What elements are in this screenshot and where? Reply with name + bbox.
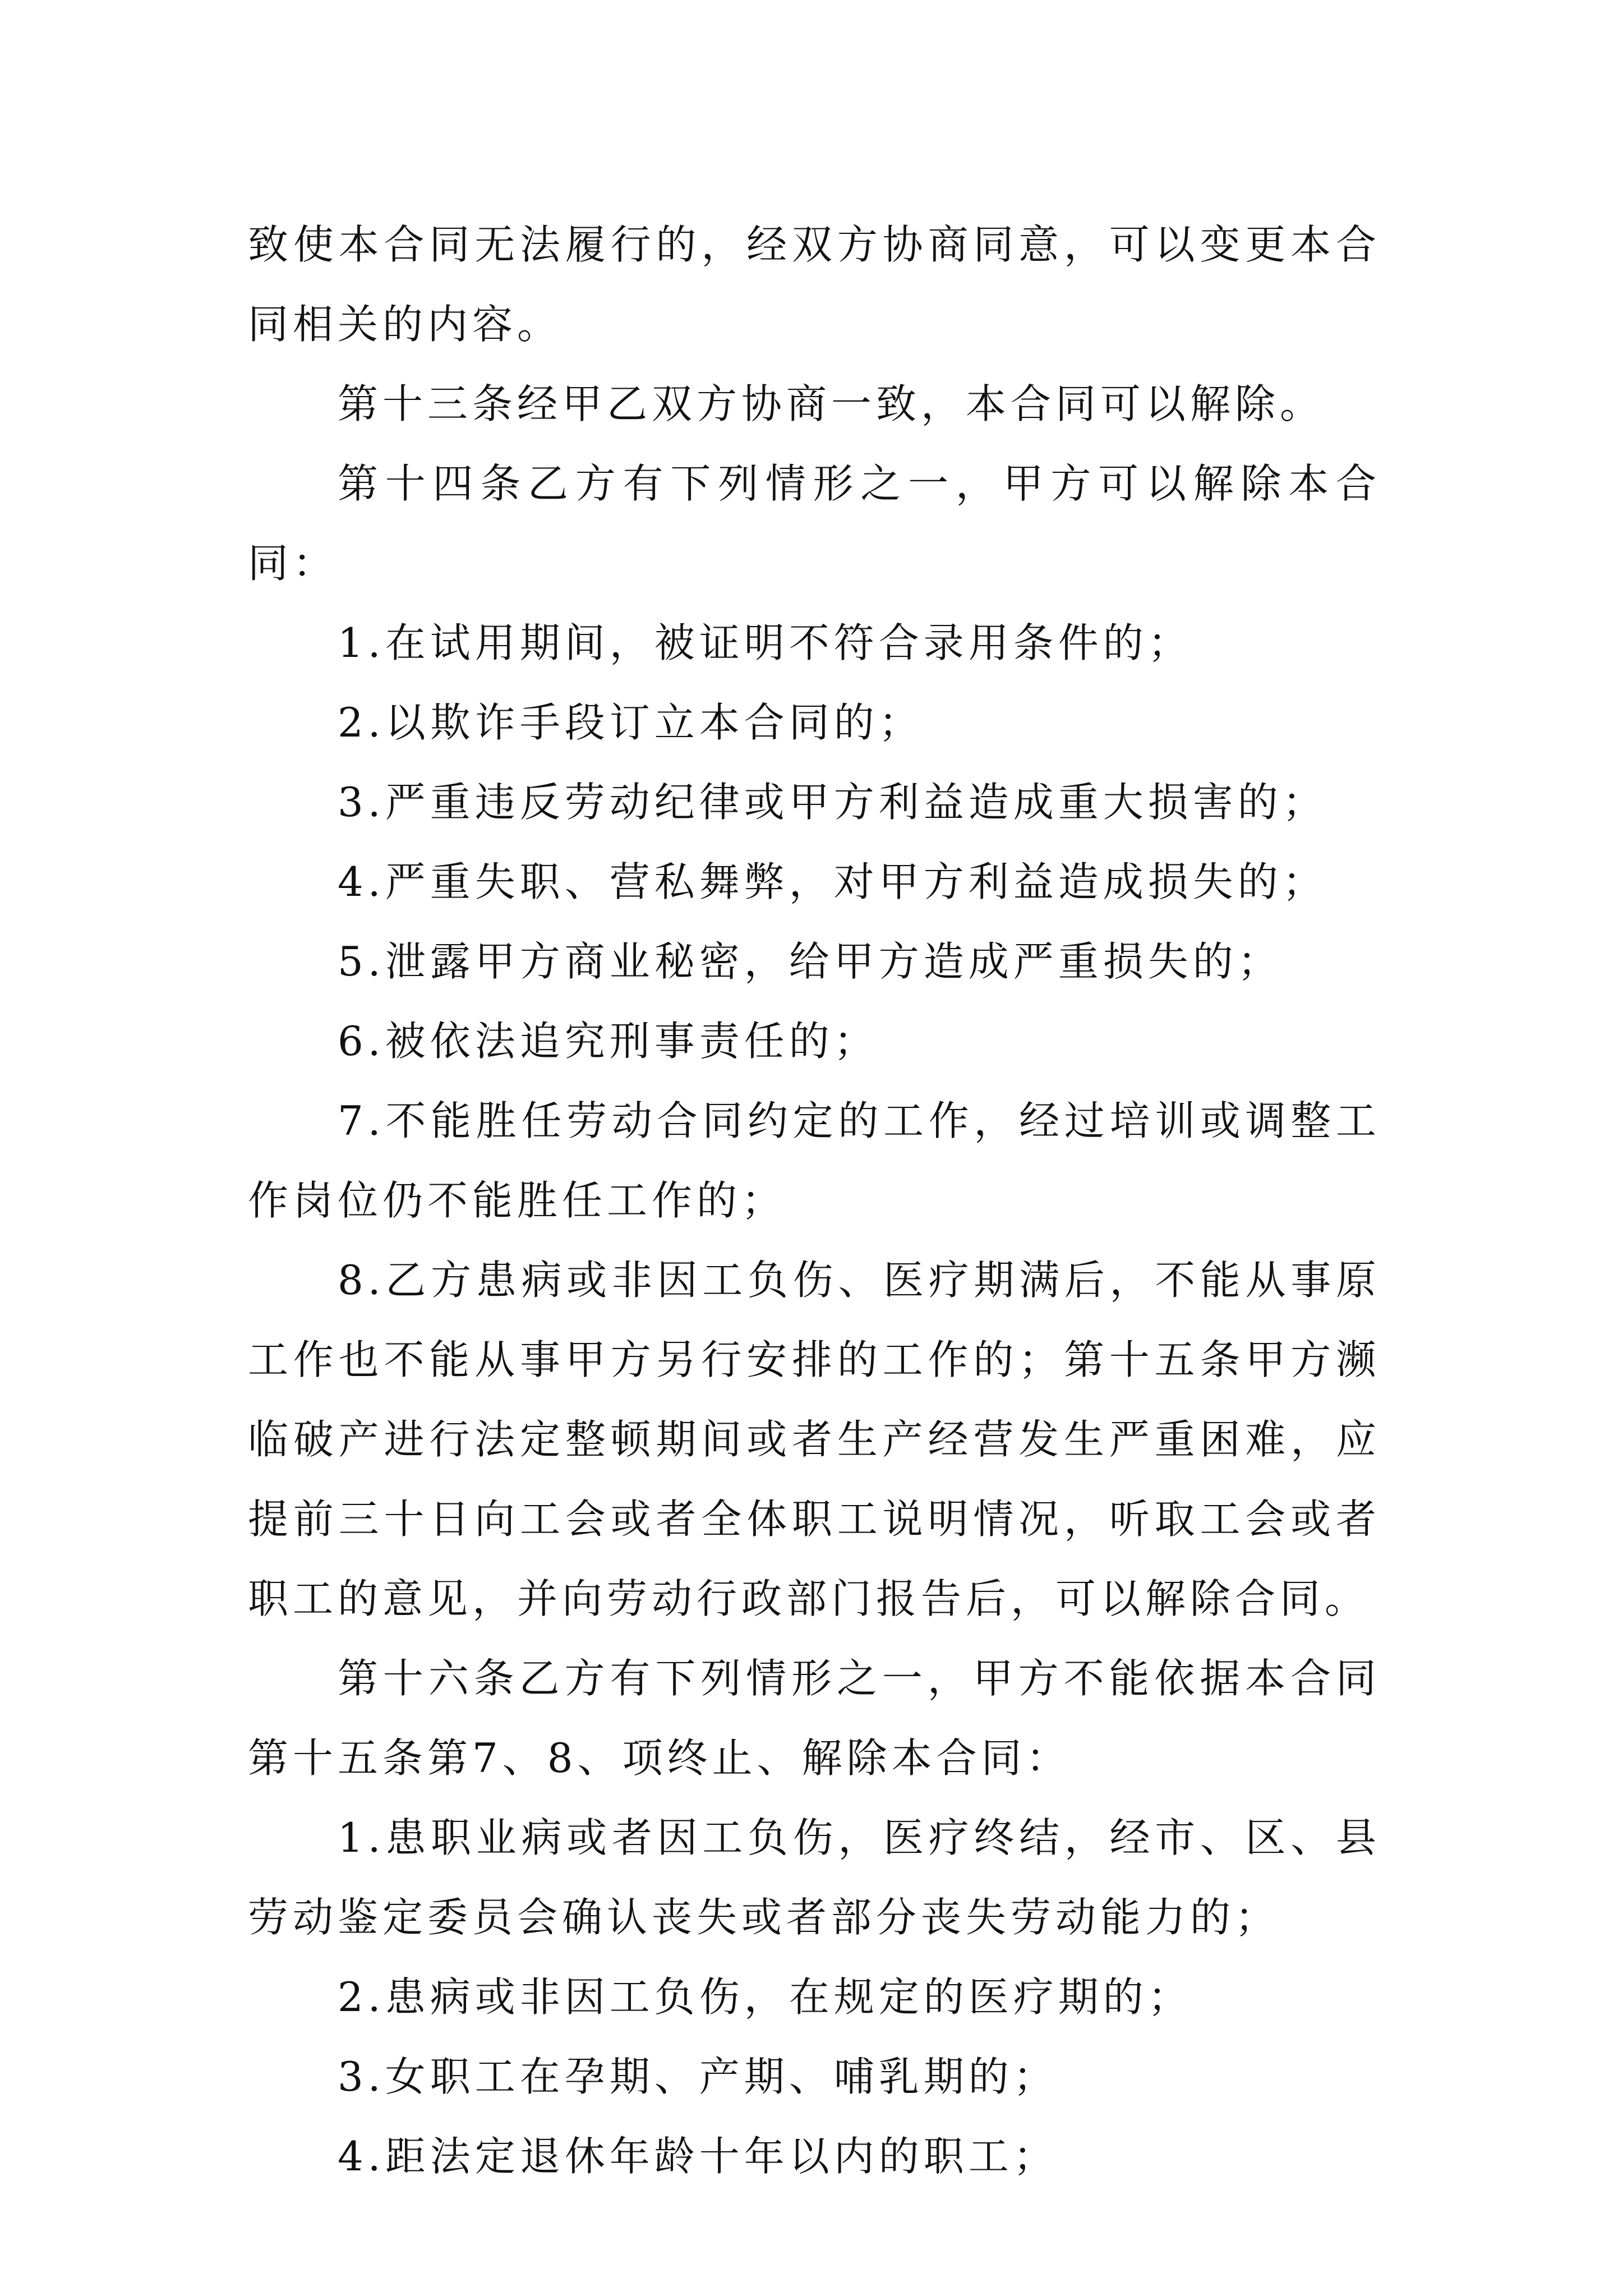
list-item-14-6: 6.被依法追究刑事责任的； xyxy=(338,1018,879,1065)
list-item-14-4: 4.严重失职、营私舞弊，对甲方利益造成损失的； xyxy=(338,858,1327,905)
paragraph-article-13: 第十三条经甲乙双方协商一致，本合同可以解除。 xyxy=(338,380,1325,427)
list-item-14-1: 1.在试用期间，被证明不符合录用条件的； xyxy=(338,619,1193,666)
list-item-16-1: 1.患职业病或者因工负伤，医疗终结，经市、区、县劳动鉴定委员会确认丧失或者部分丧失劳动能力的； xyxy=(248,1814,1381,1941)
list-item-14-8-and-article-15: 8.乙方患病或非因工负伤、医疗期满后，不能从事原工作也不能从事甲方另行安排的工作的；第十五条甲方濒临破产进行法定整顿期间或者生产经营发生严重困难，应提前三十日向工会或者全体职工说明情况，听取工会或者职工的意见，并向劳动行政部门报告后，可以解除合同。 xyxy=(248,1257,1381,1622)
paragraph-article-14: 第十四条乙方有下列情形之一，甲方可以解除本合同： xyxy=(248,460,1381,587)
list-item-14-7: 7.不能胜任劳动合同约定的工作，经过培训或调整工作岗位仍不能胜任工作的； xyxy=(248,1097,1381,1224)
list-item-14-3: 3.严重违反劳动纪律或甲方利益造成重大损害的； xyxy=(338,779,1327,826)
list-item-16-2: 2.患病或非因工负伤，在规定的医疗期的； xyxy=(338,1973,1193,2021)
list-item-16-4: 4.距法定退休年龄十年以内的职工； xyxy=(338,2133,1058,2180)
document-body xyxy=(248,205,1381,2196)
list-item-14-2: 2.以欺诈手段订立本合同的； xyxy=(338,699,924,746)
paragraph-article-16: 第十六条乙方有下列情形之一，甲方不能依据本合同第十五条第7、8、项终止、解除本合同： xyxy=(248,1655,1381,1782)
list-item-16-3: 3.女职工在孕期、产期、哺乳期的； xyxy=(338,2053,1058,2100)
paragraph-continuation: 致使本合同无法履行的，经双方协商同意，可以变更本合同相关的内容。 xyxy=(248,221,1381,348)
list-item-14-5: 5.泄露甲方商业秘密，给甲方造成严重损失的； xyxy=(338,938,1283,985)
